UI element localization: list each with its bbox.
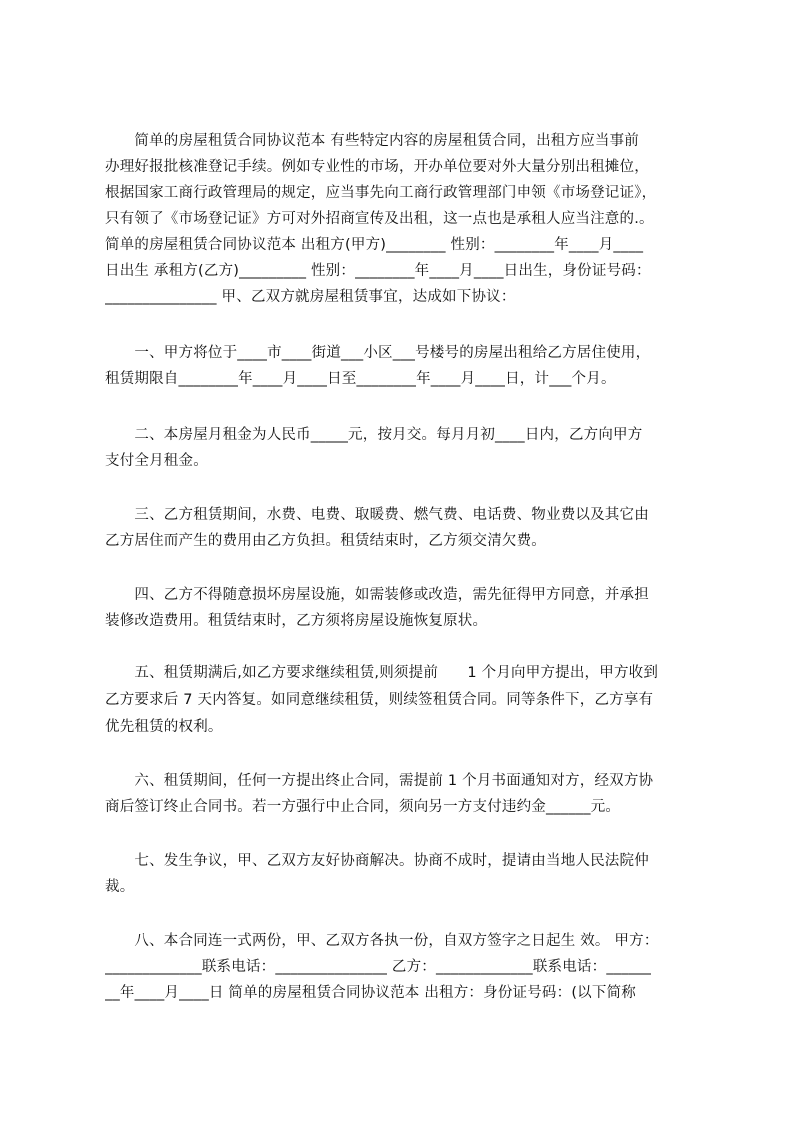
- clause-3-line: 三、乙方租赁期间，水费、电费、取暖费、燃气费、电话费、物业费以及其它由: [105, 507, 649, 523]
- clause-3-line: 乙方居住而产生的费用由乙方负担。租赁结束时，乙方须交清欠费。: [105, 533, 546, 549]
- clause-7-line: 七、发生争议，甲、乙双方友好协商解决。协商不成时，提请由当地人民法院仲: [105, 853, 649, 869]
- intro-line: 简单的房屋租赁合同协议范本 出租方(甲方)________ 性别：________年____月____: [105, 237, 644, 253]
- clause-1-line: 租赁期限自________年____月____日至________年____月____日，计___个月。: [105, 371, 616, 387]
- clause-5-line: 优先租赁的权利。: [105, 719, 223, 735]
- clause-4-line: 装修改造费用。租赁结束时，乙方须将房屋设施恢复原状。: [105, 613, 488, 629]
- intro-line: 简单的房屋租赁合同协议范本 有些特定内容的房屋租赁合同，出租方应当事前: [105, 133, 640, 149]
- intro-line: 只有领了《市场登记证》方可对外招商宣传及出租，这一点也是承租人应当注意的.。: [105, 211, 654, 227]
- clause-2-line: 二、本房屋月租金为人民币_____元，按月交。每月月初____日内，乙方向甲方: [105, 427, 643, 443]
- clause-7-line: 裁。: [105, 879, 135, 895]
- clause-4-line: 四、乙方不得随意损坏房屋设施，如需装修或改造，需先征得甲方同意，并承担: [105, 587, 649, 603]
- clause-8-line: __年____月____日 简单的房屋租赁合同协议范本 出租方：身份证号码：(以下简称: [105, 985, 636, 1001]
- clause-8-line: 八、本合同连一式两份，甲、乙双方各执一份，自双方签字之日起生 效。 甲方：: [105, 933, 659, 949]
- clause-6-line: 商后签订终止合同书。若一方强行中止合同，须向另一方支付违约金______元。: [105, 799, 621, 815]
- clause-2-line: 支付全月租金。: [105, 453, 208, 469]
- clause-1-line: 一、甲方将位于____市____街道___小区___号楼号的房屋出租给乙方居住使用，: [105, 345, 651, 361]
- clause-6-line: 六、租赁期间，任何一方提出终止合同，需提前 1 个月书面通知对方，经双方协: [105, 773, 654, 789]
- clause-8-line: _____________联系电话：_______________ 乙方：_____________联系电话：______: [105, 959, 652, 975]
- intro-line: 办理好报批核准登记手续。例如专业性的市场，开办单位要对外大量分别出租摊位，: [105, 159, 649, 175]
- intro-line: 日出生 承租方(乙方)_________ 性别：________年____月____日出生，身份证号码：: [105, 263, 651, 279]
- intro-line: _______________ 甲、乙双方就房屋租赁事宜，达成如下协议：: [105, 289, 516, 305]
- clause-5-line: 乙方要求后 7 天内答复。如同意继续租赁，则续签租赁合同。同等条件下，乙方享有: [105, 692, 654, 708]
- clause-5-line: 五、租赁期满后,如乙方要求继续租赁,则须提前 1 个月向甲方提出，甲方收到: [105, 665, 659, 681]
- intro-line: 根据国家工商行政管理局的规定，应当事先向工商行政管理部门申领《市场登记证》，: [105, 185, 657, 201]
